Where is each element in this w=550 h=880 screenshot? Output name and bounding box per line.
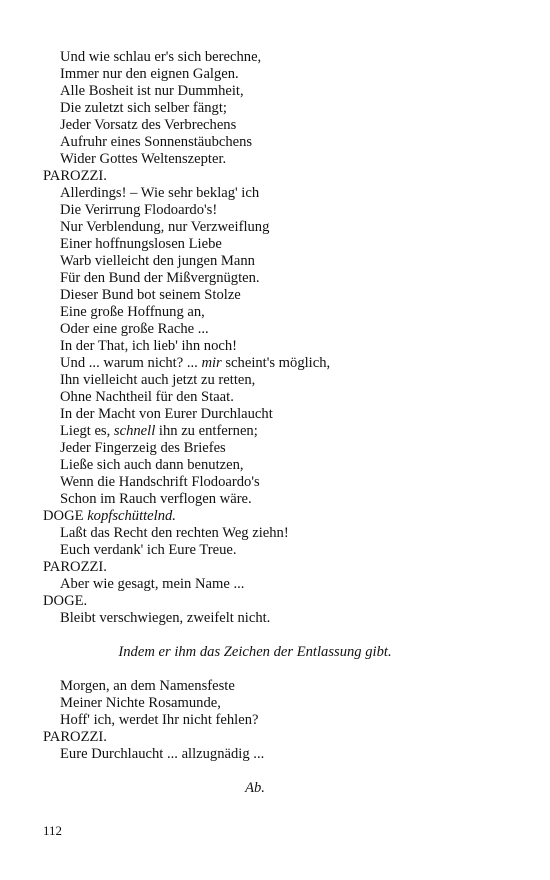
speaker-name: PAROZZI. <box>43 168 107 184</box>
verse-line: Jeder Fingerzeig des Briefes <box>60 440 226 456</box>
verse-line: Morgen, an dem Namensfeste <box>60 678 235 694</box>
speaker-name: DOGE. <box>43 593 88 609</box>
verse-line: Meiner Nichte Rosamunde, <box>60 695 221 711</box>
verse-line: Für den Bund der Mißvergnügten. <box>60 270 260 286</box>
verse-line: Einer hoffnungslosen Liebe <box>60 236 222 252</box>
text-segment: Und ... warum nicht? ... <box>60 355 202 371</box>
verse-line: Die zuletzt sich selber fängt; <box>60 100 227 116</box>
emphasis: schnell <box>113 423 156 439</box>
speaker-name: PAROZZI. <box>43 559 107 575</box>
stage-direction-exit: Ab. <box>245 780 265 796</box>
verse-line: Eure Durchlaucht ... allzugnädig ... <box>60 746 265 762</box>
verse-line: Euch verdank' ich Eure Treue. <box>60 542 237 558</box>
emphasis: kopfschüttelnd. <box>87 508 176 524</box>
verse-line: Dieser Bund bot seinem Stolze <box>60 287 241 303</box>
speaker-name: PAROZZI. <box>43 729 107 745</box>
verse-line: Allerdings! – Wie sehr beklag' ich <box>60 185 260 201</box>
verse-line <box>60 355 330 372</box>
verse-line: Bleibt verschwiegen, zweifelt nicht. <box>60 610 271 626</box>
verse-line: Ohne Nachtheil für den Staat. <box>60 389 234 405</box>
verse-line: In der Macht von Eurer Durchlaucht <box>60 406 273 422</box>
emphasis: mir <box>201 355 222 371</box>
verse-line: Eine große Hoffnung an, <box>60 304 205 320</box>
text-segment: Liegt es, <box>60 423 114 439</box>
verse-line: Aufruhr eines Sonnenstäubchens <box>60 134 253 150</box>
verse-line <box>60 423 258 440</box>
text-segment: ihn zu entfernen; <box>155 423 258 439</box>
speaker-name <box>43 508 176 525</box>
verse-line: Wider Gottes Weltenszepter. <box>60 151 227 167</box>
verse-line: Immer nur den eignen Galgen. <box>60 66 239 82</box>
verse-line: Schon im Rauch verflogen wäre. <box>60 491 252 507</box>
page-number: 112 <box>43 823 63 838</box>
verse-line: Jeder Vorsatz des Verbrechens <box>60 117 237 133</box>
verse-line: Ließe sich auch dann benutzen, <box>60 457 244 473</box>
verse-line: Ihn vielleicht auch jetzt zu retten, <box>60 372 256 388</box>
verse-line: Warb vielleicht den jungen Mann <box>60 253 255 269</box>
verse-line: Die Verirrung Flodoardo's! <box>60 202 218 218</box>
verse-line: Hoff' ich, werdet Ihr nicht fehlen? <box>60 712 259 728</box>
verse-line: Laßt das Recht den rechten Weg ziehn! <box>60 525 289 541</box>
verse-line: Und wie schlau er's sich berechne, <box>60 49 262 65</box>
verse-line: Wenn die Handschrift Flodoardo's <box>60 474 260 490</box>
text-segment: DOGE <box>43 508 88 524</box>
text-segment: scheint's möglich, <box>221 355 331 371</box>
verse-line: Aber wie gesagt, mein Name ... <box>60 576 245 592</box>
verse-line: Alle Bosheit ist nur Dummheit, <box>60 83 244 99</box>
verse-line: Oder eine große Rache ... <box>60 321 209 337</box>
stage-direction: Indem er ihm das Zeichen der Entlassung gibt. <box>118 644 392 660</box>
verse-line: Nur Verblendung, nur Verzweiflung <box>60 219 270 235</box>
verse-line: In der That, ich lieb' ihn noch! <box>60 338 238 354</box>
